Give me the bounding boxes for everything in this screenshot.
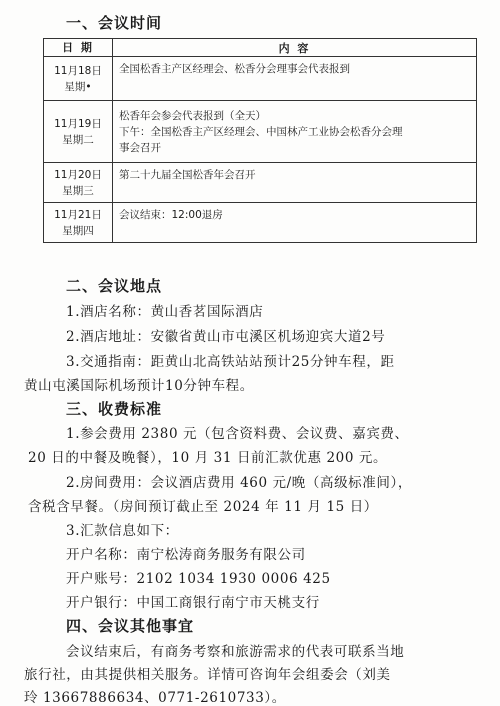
content-line: 下午：全国松香主产区经理会、中国林产工业协会松香分会理 [119, 125, 403, 138]
header-date: 日 期 [44, 39, 113, 57]
account-number-line: 开户账号：2102 1034 1930 0006 425 [66, 571, 331, 587]
content-line: 事会召开 [119, 141, 161, 154]
table-row [44, 203, 477, 243]
fee-line: 2.房间费用：会议酒店费用 460 元/晚（高级标准间）， [66, 475, 412, 491]
date-cell [44, 163, 113, 203]
venue-line: 2.酒店地址：安徽省黄山市屯溪区机场迎宾大道2号 [66, 329, 386, 345]
content-cell [113, 57, 477, 101]
content-line: 松香年会参会代表报到（全天） [119, 109, 266, 122]
venue-line: 黄山屯溪国际机场预计10分钟车程。 [24, 378, 254, 394]
date-label: 11月18日 [54, 64, 102, 77]
content-line: 全国松香主产区经理会、松香分会理事会代表报到 [119, 63, 350, 75]
weekday-label: 星期三 [62, 184, 94, 197]
other-line: 玲 13667886634、0771-2610733）。 [24, 690, 286, 706]
date-label: 11月19日 [54, 117, 102, 130]
schedule-table [43, 38, 477, 243]
section-title-other: 四、会议其他事宜 [66, 617, 195, 635]
weekday-label: 星期• [64, 80, 92, 93]
fee-line: 20 日的中餐及晚餐），10 月 31 日前汇款优惠 200 元。 [28, 450, 388, 466]
table-row [44, 163, 477, 203]
schedule-header-row [44, 39, 477, 57]
date-cell [44, 203, 113, 243]
other-line: 旅行社，由其提供相关服务。详情可咨询年会组委会（刘美 [24, 667, 391, 683]
weekday-label: 星期四 [62, 224, 94, 237]
date-cell [44, 57, 113, 101]
fee-line: 1.参会费用 2380 元（包含资料费、会议费、嘉宾费、 [66, 426, 409, 442]
account-name-line: 开户名称：南宁松涛商务服务有限公司 [66, 547, 306, 563]
date-cell [44, 101, 113, 163]
content-cell [113, 163, 477, 203]
section-title-fees: 三、收费标准 [66, 400, 163, 418]
table-row [44, 101, 477, 163]
venue-line: 1.酒店名称：黄山香茗国际酒店 [66, 304, 264, 320]
weekday-label: 星期二 [62, 133, 94, 146]
fee-line: 含税含早餐。（房间预订截止至 2024 年 11 月 15 日） [28, 499, 378, 515]
date-label: 11月20日 [54, 168, 102, 181]
table-row [44, 57, 477, 101]
venue-line: 3.交通指南：距黄山北高铁站站预计25分钟车程，距 [66, 354, 395, 370]
bank-line: 开户银行：中国工商银行南宁市天桃支行 [66, 595, 320, 611]
date-label: 11月21日 [54, 208, 102, 221]
fee-line: 3.汇款信息如下： [66, 523, 179, 539]
content-cell [113, 203, 477, 243]
section-title-meeting-time: 一、会议时间 [66, 14, 163, 32]
section-title-venue: 二、会议地点 [66, 277, 163, 295]
other-line: 会议结束后，有商务考察和旅游需求的代表可联系当地 [66, 644, 405, 660]
content-cell [113, 101, 477, 163]
content-line: 会议结束：12:00退房 [119, 209, 223, 221]
content-line: 第二十九届全国松香年会召开 [119, 169, 256, 181]
header-content: 内 容 [113, 39, 477, 57]
